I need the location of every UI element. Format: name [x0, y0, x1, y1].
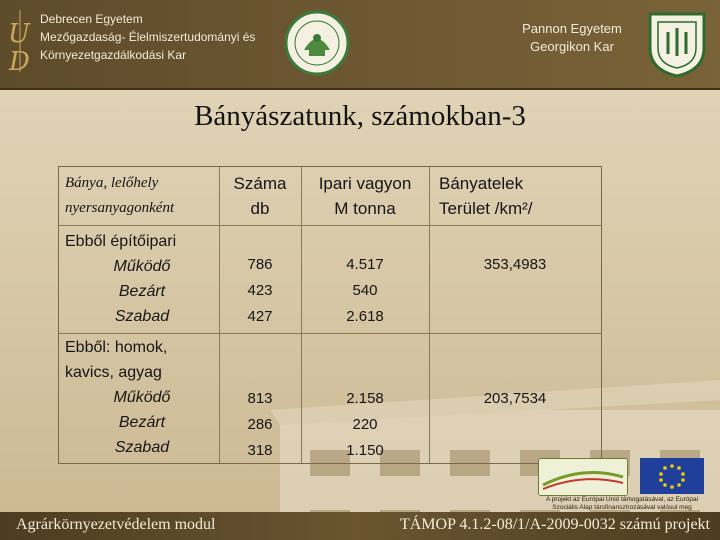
header-area-line: Terület /km²/ — [439, 199, 533, 218]
project-id: TÁMOP 4.1.2-08/1/A-2009-0032 számú projekt — [399, 516, 710, 533]
uj-magyarorszag-logo-icon — [538, 458, 628, 496]
area-value: 353,4983 — [483, 256, 547, 273]
row-label-active: Működő — [113, 258, 171, 275]
count-value: 423 — [247, 282, 273, 299]
eu-flag-icon — [640, 458, 704, 494]
area-value: 203,7534 — [483, 390, 547, 407]
faculty-name-left — [40, 10, 280, 64]
row-label-free: Szabad — [114, 308, 170, 325]
module-name: Agrárkörnyezetvédelem modul — [16, 516, 216, 533]
du-logo-icon — [6, 8, 34, 74]
row-label-closed: Bezárt — [118, 414, 166, 431]
header-band — [0, 0, 720, 90]
slide-title: Bányászatunk, számokban-3 — [194, 100, 526, 132]
header-source-line: Bánya, lelőhely — [65, 175, 159, 191]
group-sand-gravel-clay — [65, 335, 219, 460]
group-title-line: kavics, agyag — [65, 364, 162, 381]
row-label-closed: Bezárt — [118, 283, 166, 300]
header-right-line: Pannon Egyetem — [522, 21, 622, 36]
header-reserve — [301, 171, 429, 221]
svg-text:D: D — [9, 47, 30, 74]
header-left-line: Környezetgazdálkodási Kar — [40, 48, 187, 62]
row-label-active: Működő — [113, 389, 171, 406]
group-construction-counts — [219, 252, 301, 330]
reserve-value: 540 — [352, 282, 378, 299]
header-area — [429, 171, 601, 221]
mining-data-table — [58, 166, 602, 464]
funding-line: A projekt az Európai Unió támogatásával, az Európai — [545, 496, 699, 503]
header-source — [65, 171, 215, 221]
group-sand-counts — [219, 386, 301, 464]
reserve-value: 4.517 — [346, 256, 384, 273]
funding-notice — [532, 496, 712, 512]
header-reserve-line: M tonna — [334, 199, 396, 218]
row-divider — [59, 225, 601, 226]
header-left-line: Mezőgazdaság- Élelmiszertudományi és — [40, 30, 256, 44]
university-seal-icon — [284, 10, 350, 76]
header-area-line: Bányatelek — [439, 174, 524, 193]
group-sand-reserves — [301, 386, 429, 464]
header-left-line: Debrecen Egyetem — [40, 12, 143, 26]
header-count-line: db — [250, 199, 270, 218]
reserve-value: 2.158 — [346, 390, 384, 407]
header-count — [219, 171, 301, 221]
reserve-value: 1.150 — [346, 442, 384, 459]
row-label-free: Szabad — [114, 439, 170, 456]
reserve-value: 220 — [352, 416, 378, 433]
header-reserve-line: Ipari vagyon — [318, 174, 412, 193]
header-right-line: Georgikon Kar — [530, 39, 614, 54]
count-value: 427 — [247, 308, 273, 325]
count-value: 318 — [247, 442, 273, 459]
header-source-line: nyersanyagonként — [65, 200, 175, 216]
group-title-line: Ebből építőipari — [65, 233, 177, 250]
group-construction — [65, 229, 219, 329]
count-value: 813 — [247, 390, 273, 407]
svg-text:U: U — [8, 19, 30, 49]
row-divider — [59, 333, 601, 334]
group-construction-reserves — [301, 252, 429, 330]
count-value: 286 — [247, 416, 273, 433]
footer-band — [0, 512, 720, 540]
reserve-value: 2.618 — [346, 308, 384, 325]
pannon-seal-icon — [644, 8, 710, 78]
faculty-name-right — [512, 20, 632, 56]
header-count-line: Száma — [233, 174, 287, 193]
group-title-line: Ebből: homok, — [65, 339, 168, 356]
funding-line: Szociális Alap társfinanszírozásával valósul meg — [552, 504, 692, 511]
count-value: 786 — [247, 256, 273, 273]
